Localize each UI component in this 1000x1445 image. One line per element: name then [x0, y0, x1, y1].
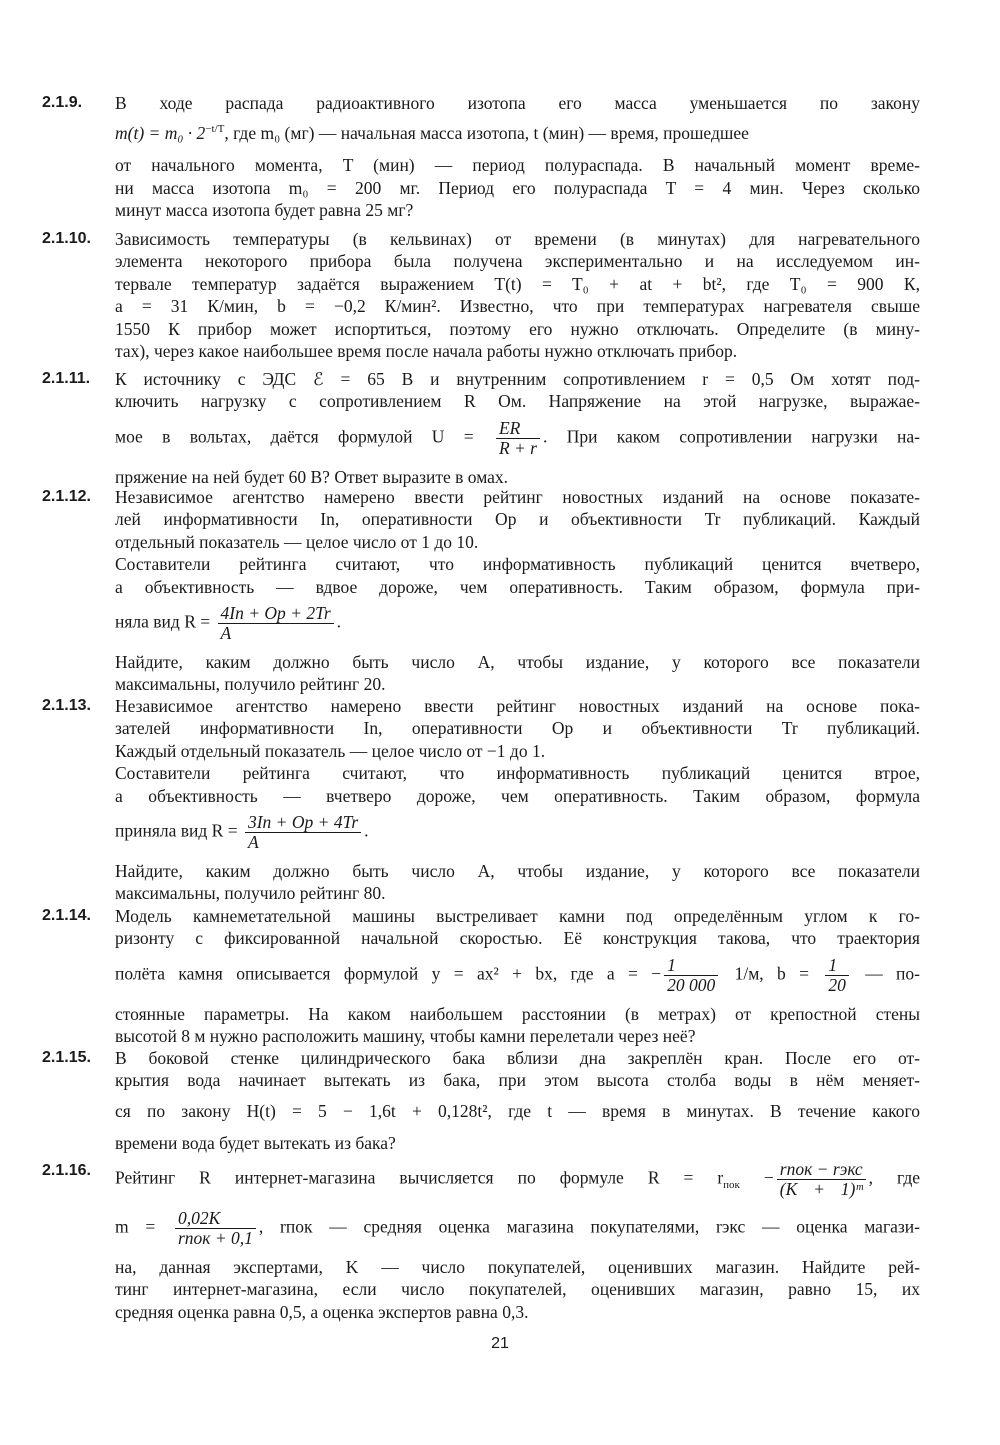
problem-line: Модель камнеметательной машины выстреливает камни под определённым углом к го-	[115, 906, 920, 926]
problem-line: 1550 К прибор может испортиться, поэтому его нужно отключать. Определите (в мину-	[115, 318, 920, 339]
problem-line: а объективность — вдвое дороже, чем оперативность. Таким образом, формула при-	[115, 576, 920, 597]
fraction-numerator: 1	[664, 956, 718, 976]
problem-number: 2.1.12.	[42, 488, 91, 505]
fraction	[218, 604, 334, 643]
problem-number: 2.1.15.	[42, 1049, 91, 1066]
formula-text: Рейтинг R интернет-магазина вычисляется по формуле R = r	[115, 1167, 724, 1188]
formula-text: приняла вид R =	[115, 820, 238, 841]
problem-line: максимальны, получило рейтинг 80.	[115, 883, 386, 904]
problem-line: Независимое агентство намерено ввести рейтинг новостных изданий на основе пока-	[115, 696, 920, 716]
formula-text: , где m₀ (мг) — начальная масса изотопа, t (мин) — время, прошедшее	[224, 123, 749, 144]
problem-line: тинг интернет-магазина, если число покупателей, оценивших магазин, равно 15, их	[115, 1279, 920, 1300]
problem-line: от начального момента, T (мин) — период полураспада. В начальный момент време-	[115, 155, 920, 176]
problem-number: 2.1.11.	[42, 370, 91, 387]
fraction-numerator: 3In + Op + 4Tr	[245, 813, 361, 833]
problem-line: высотой 8 м нужно расположить машину, чтобы камни перелетали через неё?	[115, 1026, 696, 1047]
page-number: 21	[491, 1335, 509, 1352]
problem-formula-line	[115, 1160, 920, 1199]
problem-number: 2.1.9.	[42, 94, 83, 111]
fraction	[825, 956, 849, 995]
problem-line: лей информативности In, оперативности Op и объективности Tr публикаций. Каждый	[115, 509, 920, 530]
problem-line: средняя оценка равна 0,5, а оценка экспертов равна 0,3.	[115, 1301, 529, 1322]
formula-text: — по-	[865, 963, 921, 984]
problem-line: отдельный показатель — целое число от 1 до 10.	[115, 531, 479, 552]
fraction-numerator: ER	[496, 419, 540, 439]
formula-text: няла вид R =	[115, 611, 211, 632]
fraction-denominator: rпок + 0,1	[177, 1228, 253, 1248]
problem-line: ни масса изотопа m₀ = 200 мг. Период его полураспада T = 4 мин. Через сколько	[115, 177, 920, 198]
formula-text: .	[364, 820, 369, 841]
problem-line: Независимое агентство намерено ввести рейтинг новостных изданий на основе показате-	[115, 487, 920, 507]
fraction-denominator: R + r	[498, 437, 537, 458]
problem-line: а объективность — вчетверо дороже, чем оперативность. Таким образом, формула	[115, 785, 920, 806]
formula-text: мое в вольтах, даётся формулой U =	[115, 426, 474, 447]
fraction	[777, 1160, 866, 1199]
problem-line: стоянные параметры. На каком наибольшем расстоянии (в метрах) от крепостной стены	[115, 1003, 920, 1024]
fraction-numerator: 1	[825, 956, 849, 976]
problem-formula-line	[115, 604, 920, 643]
fraction-denominator: (K + 1)ᵐ	[779, 1179, 863, 1199]
problem-line: В ходе распада радиоактивного изотопа его масса уменьшается по закону	[115, 93, 920, 113]
fraction-numerator: 0,02K	[175, 1209, 256, 1229]
problem-line: Составители рейтинга считают, что информативность публикаций ценится втрое,	[115, 763, 920, 784]
fraction	[664, 956, 718, 995]
fraction-denominator: A	[247, 832, 259, 853]
fraction-denominator: 20	[828, 974, 846, 995]
formula-exponent: −t/T	[205, 123, 225, 136]
problem-line: Найдите, каким должно быть число A, чтобы издание, у которого все показатели	[115, 652, 920, 673]
problem-line: a = 31 К/мин, b = −0,2 К/мин². Известно, что при температурах нагревателя свыше	[115, 296, 920, 317]
problem-line: Составители рейтинга считают, что информативность публикаций ценится вчетверо,	[115, 554, 920, 575]
problem-formula-line	[115, 120, 920, 146]
problem-line: зателей информативности In, оперативности Op и объективности Tr публикаций.	[115, 718, 920, 739]
fraction-denominator: A	[220, 623, 232, 644]
fraction-denominator: 20 000	[667, 974, 716, 995]
problem-line: Найдите, каким должно быть число A, чтобы издание, у которого все показатели	[115, 861, 920, 882]
problem-formula-line	[115, 1209, 920, 1248]
formula-text: −	[763, 1167, 774, 1188]
formula-text: 1/м, b =	[734, 963, 809, 984]
formula-text: , где	[868, 1167, 920, 1188]
problem-line: ключить нагрузку с сопротивлением R Ом. Напряжение на этой нагрузке, выражае-	[115, 391, 920, 412]
problem-number: 2.1.16.	[42, 1162, 91, 1179]
formula-text: m =	[115, 1216, 156, 1237]
problem-line: пряжение на ней будет 60 В? Ответ выразите в омах.	[115, 466, 509, 487]
problem-line: минут масса изотопа будет равна 25 мг?	[115, 200, 414, 221]
formula-text: .	[336, 611, 342, 632]
problem-line: на, данная экспертами, K — число покупателей, оценивших магазин. Найдите рей-	[115, 1257, 920, 1277]
problem-line: ся по закону H(t) = 5 − 1,6t + 0,128t², где t — время в минутах. В течение какого	[115, 1100, 920, 1121]
problem-line: крытия вода начинает вытекать из бака, при этом высота столба воды в нём меняет-	[115, 1070, 920, 1091]
problem-formula-line	[115, 419, 920, 458]
formula-text: . При каком сопротивлении нагрузки на-	[543, 426, 920, 447]
problem-line: тервале температур задаётся выражением T(t) = T₀ + at + bt², где T₀ = 900 К,	[115, 273, 920, 294]
problem-number: 2.1.14.	[42, 907, 91, 924]
problem-line: К источнику с ЭДС ℰ = 65 В и внутренним сопротивлением r = 0,5 Ом хотят под-	[115, 369, 920, 389]
formula-lhs: m(t) = m₀ · 2	[115, 123, 206, 144]
problem-line: Каждый отдельный показатель — целое число от −1 до 1.	[115, 740, 546, 761]
fraction	[496, 419, 540, 458]
problem-line: максимальны, получило рейтинг 20.	[115, 674, 386, 695]
problem-line: В боковой стенке цилиндрического бака вблизи дна закреплён кран. После его от-	[115, 1048, 920, 1068]
problem-line: элемента некоторого прибора была получена экспериментально и на исследуемом ин-	[115, 251, 920, 272]
formula-text: , rпок — средняя оценка магазина покупателями, rэкс — оценка магази-	[258, 1216, 920, 1237]
problem-formula-line	[115, 813, 920, 852]
problem-line: времени вода будет вытекать из бака?	[115, 1132, 396, 1153]
formula-text: полёта камня описывается формулой y = ax² + bx, где a = −	[115, 963, 662, 984]
fraction	[245, 813, 361, 852]
problem-number: 2.1.10.	[42, 230, 91, 247]
formula-subscript: пок	[723, 1179, 740, 1192]
fraction-numerator: rпок − rэкс	[777, 1160, 866, 1180]
fraction	[175, 1209, 256, 1248]
problem-line: тах), через какое наибольшее время после начала работы нужно отключать прибор.	[115, 341, 738, 362]
problem-formula-line	[115, 956, 920, 995]
fraction-numerator: 4In + Op + 2Tr	[218, 604, 334, 624]
problem-line: ризонту с фиксированной начальной скоростью. Её конструкция такова, что траектория	[115, 928, 920, 949]
problem-number: 2.1.13.	[42, 697, 91, 714]
problem-line: Зависимость температуры (в кельвинах) от времени (в минутах) для нагревательного	[115, 229, 920, 249]
